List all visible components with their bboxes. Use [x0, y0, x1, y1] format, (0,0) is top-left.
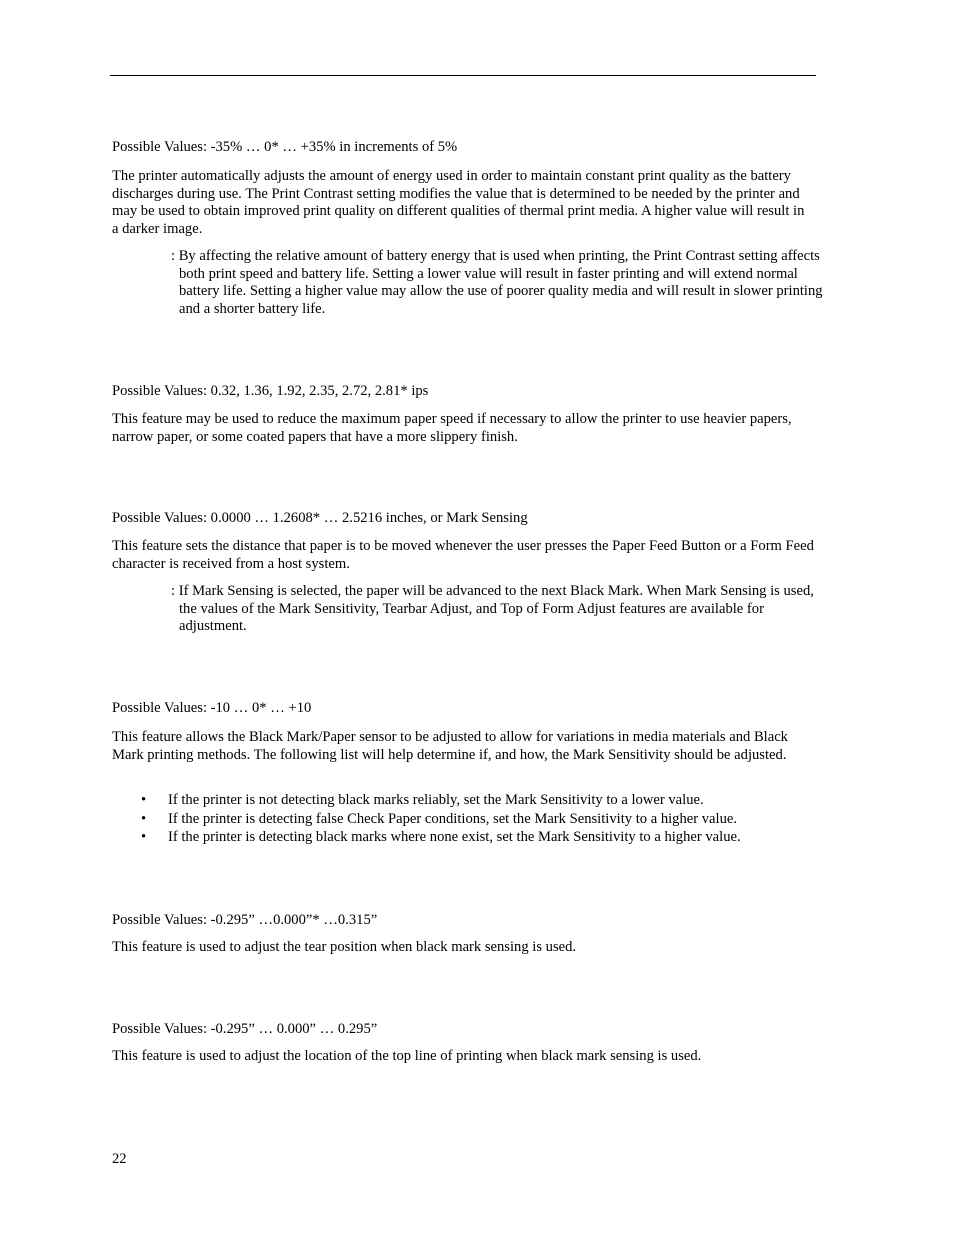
- mark-sensitivity-description: This feature allows the Black Mark/Paper sensor to be adjusted to allow for variations in media materials and Black Mark printing methods. The following list will help determine if, and how, the Mark Sensitivity should be adjusted.: [112, 729, 788, 763]
- bullet-icon: •: [141, 792, 147, 808]
- top-of-form-adjust-description: This feature is used to adjust the location of the top line of printing when black mark sensing is used.: [112, 1048, 702, 1064]
- print-contrast-description: The printer automatically adjusts the amount of energy used in order to maintain constant print quality as the battery discharges during use. The Print Contrast setting modifies the value that is determined to be needed by the printer and may be used to obtain improved print quality on different qualities of thermal print media. A higher value will result in a darker image.: [112, 168, 805, 237]
- header-rule: [110, 75, 816, 76]
- list-item-text: If the printer is detecting false Check Paper conditions, set the Mark Sensitivity to a higher value.: [168, 810, 738, 827]
- paper-speed-values: Possible Values: 0.32, 1.36, 1.92, 2.35, 2.72, 2.81* ips: [112, 383, 429, 399]
- top-of-form-adjust-values: Possible Values: -0.295” … 0.000” … 0.295”: [112, 1021, 378, 1037]
- page-number: 22: [112, 1151, 127, 1167]
- bullet-icon: •: [141, 829, 147, 846]
- print-contrast-values: Possible Values: -35% … 0* … +35% in increments of 5%: [112, 139, 458, 155]
- tearbar-adjust-description: This feature is used to adjust the tear position when black mark sensing is used.: [112, 939, 577, 955]
- paper-speed-description: This feature may be used to reduce the maximum paper speed if necessary to allow the printer to use heavier papers, narrow paper, or some coated papers that have a more slippery finish.: [112, 411, 792, 445]
- form-feed-values: Possible Values: 0.0000 … 1.2608* … 2.5216 inches, or Mark Sensing: [112, 510, 528, 526]
- list-item: [112, 792, 814, 811]
- list-item: [112, 811, 814, 830]
- tearbar-adjust-values: Possible Values: -0.295” …0.000”* …0.315”: [112, 912, 378, 928]
- list-item-text: If the printer is not detecting black marks reliably, set the Mark Sensitivity to a lower value.: [168, 792, 704, 808]
- mark-sensitivity-values: Possible Values: -10 … 0* … +10: [112, 700, 312, 716]
- form-feed-description: This feature sets the distance that paper is to be moved whenever the user presses the Paper Feed Button or a Form Feed character is received from a host system.: [112, 538, 814, 572]
- list-item-text: If the printer is detecting black marks where none exist, set the Mark Sensitivity to a higher value.: [168, 829, 741, 846]
- list-item: [112, 829, 814, 848]
- form-feed-note: : If Mark Sensing is selected, the paper will be advanced to the next Black Mark. When Mark Sensing is used, the values of the Mark Sensitivity, Tearbar Adjust, and Top of Form Adjust features are available for adjustment.: [171, 583, 814, 635]
- bullet-icon: •: [141, 810, 147, 827]
- mark-sensitivity-list: [112, 792, 814, 848]
- print-contrast-note: : By affecting the relative amount of battery energy that is used when printing, the Print Contrast setting affects both print speed and battery life. Setting a lower value will result in faster printing and will extend normal battery life. Setting a higher value may allow the use of poorer quality media and will result in slower printing and a shorter battery life.: [171, 248, 823, 317]
